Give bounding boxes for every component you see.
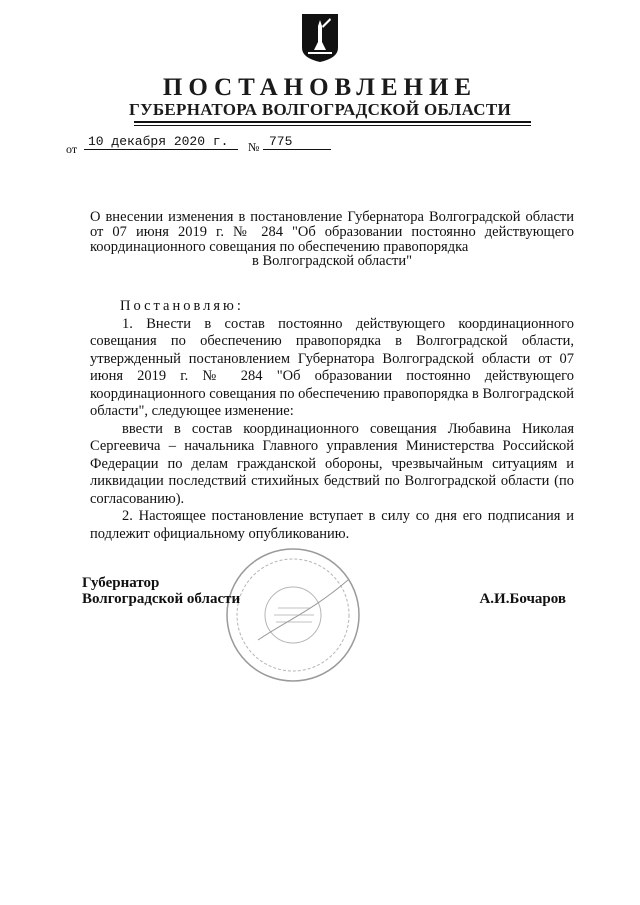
- paragraph-2: ввести в состав координационного совещания Любавина Николая Сергеевича – начальника Главного управления Министерства Российской Федерации по делам гражданской обороны, чрезвычайным ситуациям и ликвидации последствий стихийных бедствий по Волгоградской области (по согласованию).: [90, 420, 574, 507]
- subject-last-line: в Волгоградской области": [251, 253, 413, 270]
- official-stamp-icon: [218, 540, 368, 690]
- subject-main: О внесении изменения в постановление Губернатора Волгоградской области от 07 июня 2019 г. № 284 "Об образовании постоянно действующего координационного совещания по обеспечению правопорядка: [90, 209, 574, 255]
- position-line-1: Губернатор: [82, 575, 160, 591]
- document-subject: [90, 210, 574, 269]
- document-date: 10 декабря 2020 г.: [84, 134, 238, 150]
- signatory-position: [82, 575, 240, 607]
- decree-word: Постановляю:: [120, 298, 244, 314]
- position-line-2: Волгоградской области: [82, 591, 241, 607]
- from-label: от: [66, 142, 78, 156]
- paragraph-1: 1. Внести в состав постоянно действующего координационного совещания по обеспечению правопорядка в Волгоградской области, утвержденный постановлением Губернатора Волгоградской области от 07 июня 2019 г. № 284 "Об образовании постоянно действующего координационного совещания по обеспечению правопорядка в Волгоградской области", следующее изменение:: [90, 315, 575, 419]
- signatory-name: А.И.Бочаров: [479, 591, 566, 607]
- paragraph-3: 2. Настоящее постановление вступает в силу со дня его подписания и подлежит официальному опубликованию.: [90, 508, 574, 542]
- document-title: ПОСТАНОВЛЕНИЕ: [162, 74, 478, 101]
- header-rule-thick: [134, 121, 531, 123]
- document-body: [90, 298, 574, 543]
- volgograd-emblem-icon: [300, 12, 340, 64]
- document-number: 775: [263, 134, 331, 150]
- number-label: №: [248, 140, 260, 154]
- document-subtitle: ГУБЕРНАТОРА ВОЛГОГРАДСКОЙ ОБЛАСТИ: [128, 100, 512, 119]
- header-rule-thin: [134, 125, 531, 126]
